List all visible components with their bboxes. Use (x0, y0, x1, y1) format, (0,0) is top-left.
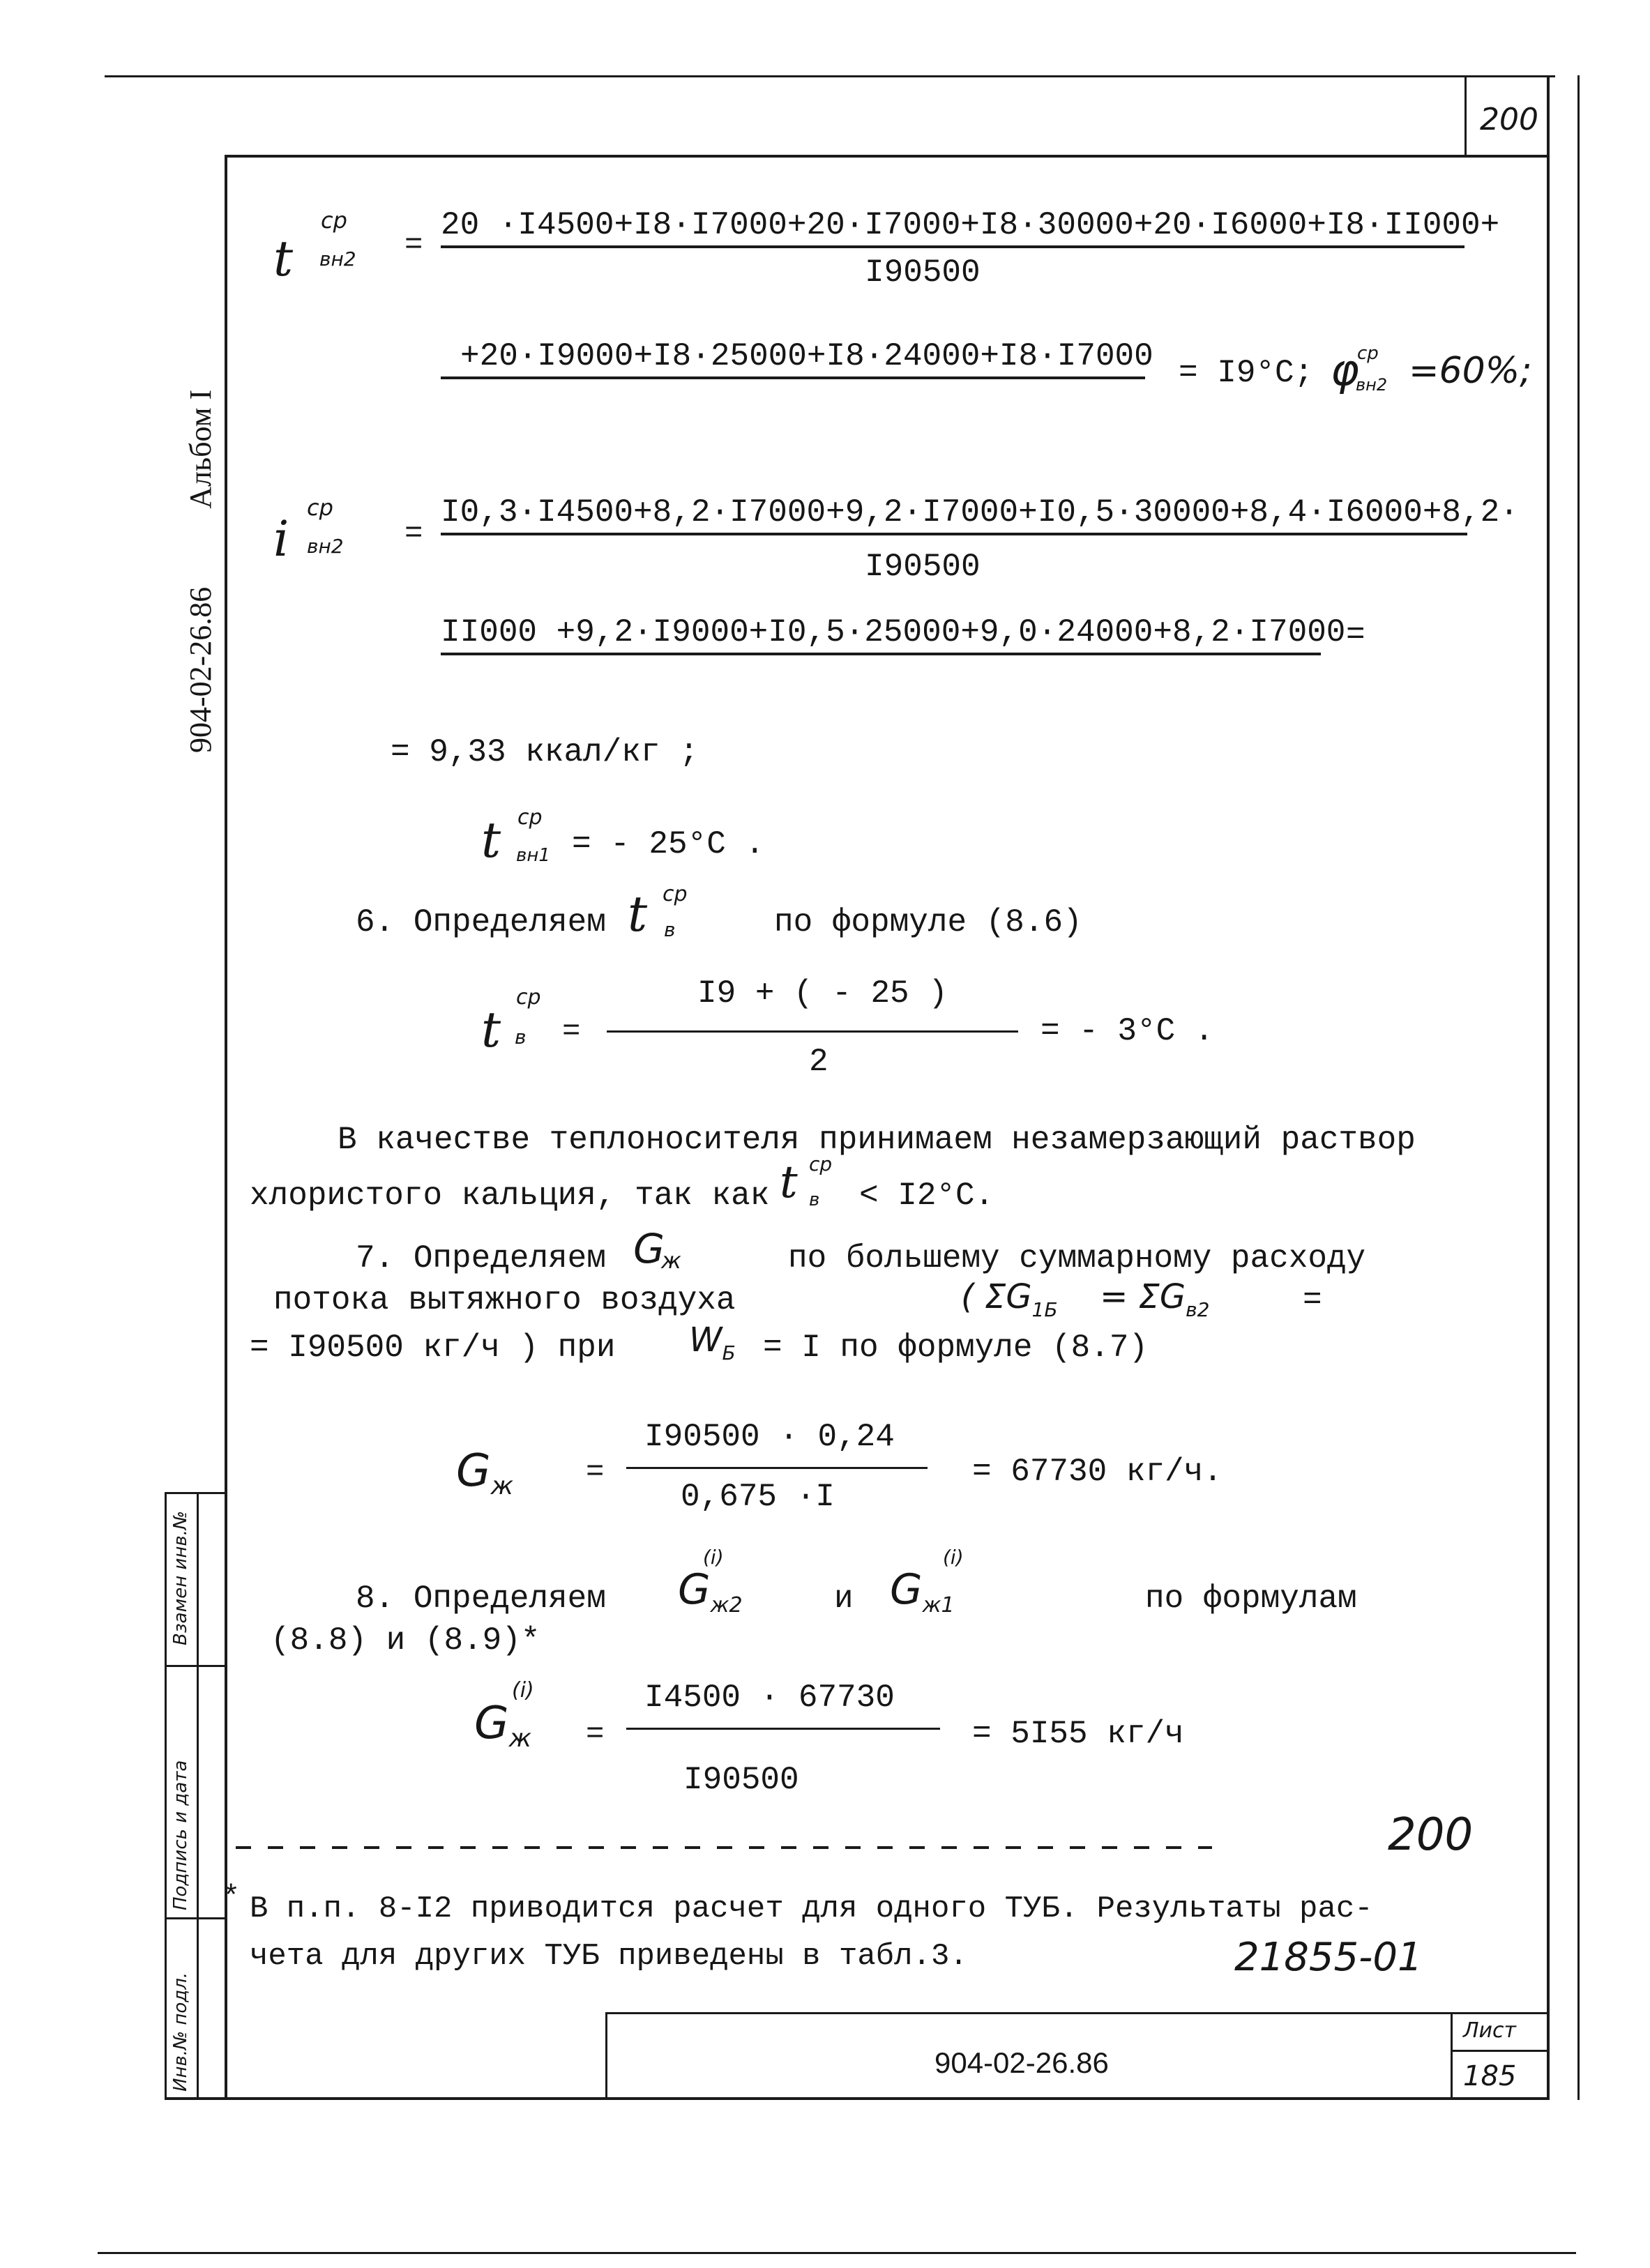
i-vn2-result: = 9,33 ккал/кг ; (391, 734, 699, 770)
paragraph-var-sup: ср (809, 1152, 833, 1175)
phi-vn2-symbol: φ (1331, 344, 1359, 395)
t-vn1-value: = - 25°C . (572, 826, 765, 862)
stamp-line-1 (165, 1492, 167, 2100)
step6-lhs: t (481, 1001, 501, 1058)
step8-numerator: I4500 · 67730 (644, 1680, 895, 1716)
stamp-div-2 (165, 1917, 225, 1919)
i-vn2-cont-bar (441, 653, 1321, 655)
stamp-inventory: Инв.№ подл. (170, 1972, 191, 2092)
step7-var: G (633, 1225, 665, 1272)
step7-tail: по большему суммарному расходу (788, 1240, 1366, 1277)
step6-text: 6. Определяем (356, 904, 606, 941)
step7-line3-tail: = I по формуле (8.7) (763, 1330, 1149, 1366)
step8-text: 8. Определяем (356, 1581, 606, 1617)
step6-lhs-sup: ср (516, 985, 541, 1010)
t-vn2-result: = I9°C; (1179, 355, 1314, 391)
step6-var: t (628, 885, 648, 943)
i-vn2-sup: ср (307, 494, 333, 521)
handwritten-page-number: 200 (1388, 1809, 1474, 1861)
step7-line2: потока вытяжного воздуха (273, 1282, 736, 1318)
step7-text: 7. Определяем (356, 1240, 606, 1277)
sheet-number: 185 (1463, 2060, 1517, 2092)
i-vn2-numerator: I0,3·I4500+8,2·I7000+9,2·I7000+I0,5·30000+8,4·I6000+8,2· (441, 494, 1519, 531)
step7-fraction-bar (626, 1467, 928, 1469)
step6-eq: = (562, 1014, 581, 1049)
sheet-box-left (1464, 75, 1467, 155)
side-code (183, 390, 218, 753)
t-vn2-eq: = (404, 228, 423, 263)
t-vn2-sub: вн2 (319, 248, 356, 271)
side-album: Альбом I (183, 389, 218, 509)
t-vn2-symbol: t (273, 230, 294, 287)
frame-bottom (165, 2097, 1550, 2100)
step6-tail: по формуле (8.6) (774, 904, 1082, 941)
step6-result: = - 3°C . (1040, 1013, 1214, 1049)
title-block-top (607, 2012, 1550, 2014)
step6-var-sup: ср (663, 882, 688, 906)
title-block-sheet-div (1451, 2050, 1548, 2052)
phi-vn2-value: =60%; (1409, 350, 1532, 392)
i-vn2-symbol: i (273, 510, 289, 568)
i-vn2-denominator: I90500 (865, 549, 981, 585)
step7-line2-end: = (1303, 1282, 1322, 1318)
paragraph-line2: хлористого кальция, так как (250, 1178, 770, 1214)
stamp-replacement: Взамен инв.№ (170, 1511, 191, 1645)
t-vn1-sub: вн1 (516, 845, 550, 866)
step7-result: = 67730 кг/ч. (972, 1454, 1223, 1490)
step8-line2: (8.8) и (8.9)* (271, 1622, 540, 1659)
step6-var-sub: в (664, 918, 676, 941)
step7-numerator: I90500 · 0,24 (644, 1419, 895, 1455)
step7-var-sub: ж (661, 1247, 681, 1274)
step7-line2-hand: ( $\Sigma G_{1Б} = \Sigma G_{в2}$ (961, 1277, 1210, 1321)
step8-var1-sup: (i) (703, 1546, 724, 1569)
t-vn2-numerator: 20 ·I4500+I8·I7000+20·I7000+I8·30000+20·I6000+I8·II000+ (441, 207, 1500, 243)
footnote-mark: * (222, 1880, 241, 1915)
step8-denominator: I90500 (683, 1762, 799, 1798)
step8-result: = 5I55 кг/ч (972, 1716, 1184, 1752)
title-block-sheet-col (1451, 2012, 1453, 2099)
t-vn1-sup: ср (517, 805, 543, 830)
sheet-label: Лист (1463, 2018, 1517, 2043)
footer-code: 904-02-26.86 (934, 2046, 1109, 2079)
stamp-div-1 (165, 1665, 225, 1667)
paragraph-tail: < I2°C. (859, 1178, 994, 1214)
stamp-top (165, 1492, 225, 1494)
i-vn2-fraction-bar (441, 533, 1467, 535)
paragraph-line1: В качестве теплоносителя принимаем незамерзающий раствор (338, 1122, 1416, 1158)
step8-eq: = (586, 1717, 605, 1752)
footnote-line2: чета для других ТУБ приведены в табл.3. (250, 1939, 968, 1974)
title-block-left (605, 2012, 607, 2099)
step8-lhs-sup: (i) (512, 1678, 534, 1703)
frame-right (1547, 75, 1550, 2100)
paragraph-var-sub: в (809, 1189, 820, 1210)
t-vn2-denominator: I90500 (865, 254, 981, 291)
frame-top (225, 155, 1550, 158)
step8-fraction-bar (626, 1728, 940, 1730)
side-code-number: 904-02-26.86 (183, 586, 218, 753)
frame-left (225, 155, 227, 2100)
footnote-line1: В п.п. 8-I2 приводится расчет для одного ТУБ. Результаты рас- (250, 1892, 1373, 1926)
i-vn2-eq: = (404, 517, 423, 551)
step6-lhs-sub: в (515, 1026, 527, 1049)
page-bottom-rule (98, 2252, 1576, 2254)
step8-and: и (834, 1581, 854, 1617)
step6-denominator: 2 (809, 1044, 828, 1080)
step6-numerator: I9 + ( - 25 ) (697, 975, 948, 1012)
stamp-line-2 (197, 1492, 199, 2100)
sheet-number-top: 200 (1480, 102, 1538, 137)
footnote-separator (236, 1846, 1212, 1849)
step6-fraction-bar (607, 1030, 1018, 1033)
top-rule (105, 75, 1555, 77)
step7-denominator: 0,675 ·I (681, 1479, 835, 1515)
phi-vn2-sup: ср (1357, 343, 1379, 364)
t-vn2-continuation: +20·I9000+I8·25000+I8·24000+I8·I7000 (460, 338, 1153, 374)
t-vn2-sup: ср (321, 207, 347, 234)
step7-line3: = I90500 кг/ч ) при (250, 1330, 616, 1366)
paragraph-var: t (780, 1157, 798, 1208)
step7-eq: = (586, 1455, 605, 1490)
t-vn1-symbol: t (481, 812, 501, 869)
step8-var1: $G_{ж2}$ (678, 1565, 743, 1618)
i-vn2-cont-eq: = (1346, 617, 1365, 653)
step8-lhs: $G_ж$ (474, 1698, 532, 1753)
t-vn2-fraction-bar (441, 245, 1464, 248)
t-vn2-cont-bar (441, 376, 1145, 379)
step8-var2-sup: (i) (943, 1546, 964, 1569)
stamp-signature: Подпись и дата (170, 1760, 191, 1910)
i-vn2-sub: вн2 (307, 535, 344, 558)
step8-var2: $G_{ж1}$ (890, 1565, 955, 1618)
frame-right-outer (1577, 75, 1580, 2100)
step8-tail: по формулам (1145, 1581, 1357, 1617)
step7-line3-var: $W_Б$ (689, 1321, 736, 1364)
phi-vn2-sub: вн2 (1356, 375, 1388, 395)
step7-lhs: $G_ж$ (456, 1445, 514, 1500)
handwritten-code: 21855-01 (1234, 1935, 1423, 1980)
i-vn2-continuation: II000 +9,2·I9000+I0,5·25000+9,0·24000+8,2·I7000 (441, 614, 1346, 650)
